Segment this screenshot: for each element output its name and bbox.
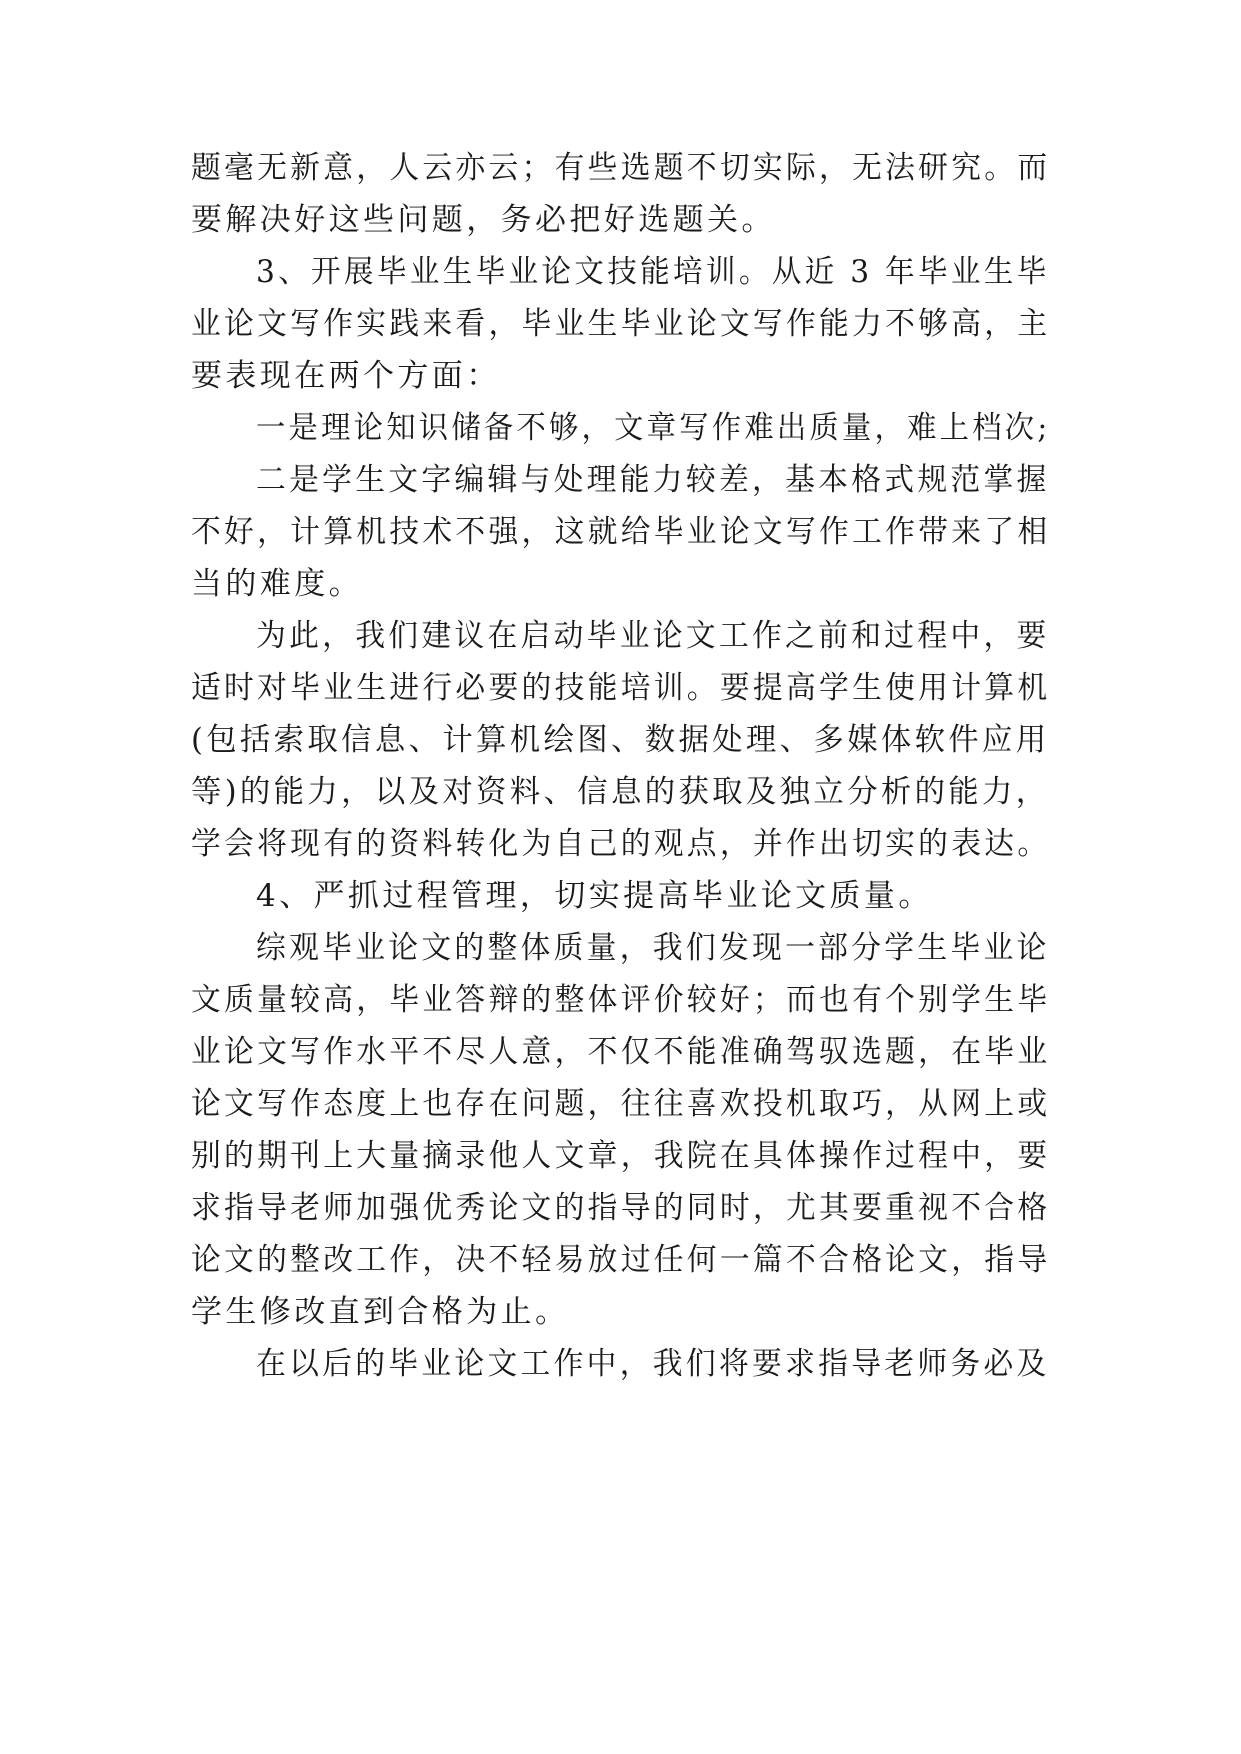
text-line: 文质量较高，毕业答辩的整体评价较好；而也有个别学生毕 bbox=[191, 982, 1051, 1018]
text-line: 不好，计算机技术不强，这就给毕业论文写作工作带来了相 bbox=[191, 514, 1051, 550]
text-line: 二是学生文字编辑与处理能力较差，基本格式规范掌握 bbox=[256, 462, 1050, 498]
text-line: 求指导老师加强优秀论文的指导的同时，尤其要重视不合格 bbox=[191, 1190, 1051, 1226]
text-line: 4、严抓过程管理，切实提高毕业论文质量。 bbox=[256, 878, 933, 914]
text-line: 3、开展毕业生毕业论文技能培训。从近 3 年毕业生毕 bbox=[256, 254, 1050, 290]
text-line: 在以后的毕业论文工作中，我们将要求指导老师务必及 bbox=[256, 1346, 1050, 1382]
text-line: 综观毕业论文的整体质量，我们发现一部分学生毕业论 bbox=[256, 930, 1050, 966]
text-line: 要表现在两个方面： bbox=[191, 358, 501, 394]
text-line: 业论文写作实践来看，毕业生毕业论文写作能力不够高，主 bbox=[191, 306, 1051, 342]
text-line: 别的期刊上大量摘录他人文章，我院在具体操作过程中，要 bbox=[191, 1138, 1051, 1174]
text-line: 论文写作态度上也存在问题，往往喜欢投机取巧，从网上或 bbox=[191, 1086, 1051, 1122]
text-line: 学生修改直到合格为止。 bbox=[191, 1294, 570, 1330]
text-line: 一是理论知识储备不够，文章写作难出质量，难上档次; bbox=[256, 410, 1051, 446]
text-line: (包括索取信息、计算机绘图、数据处理、多媒体软件应用 bbox=[191, 722, 1050, 758]
text-line: 等)的能力，以及对资料、信息的获取及独立分析的能力， bbox=[191, 774, 1050, 810]
text-line: 当的难度。 bbox=[191, 566, 363, 602]
text-line: 论文的整改工作，决不轻易放过任何一篇不合格论文，指导 bbox=[191, 1242, 1051, 1278]
text-line: 学会将现有的资料转化为自己的观点，并作出切实的表达。 bbox=[191, 826, 1051, 862]
text-line: 业论文写作水平不尽人意，不仅不能准确驾驭选题，在毕业 bbox=[191, 1034, 1051, 1070]
text-line: 题毫无新意，人云亦云；有些选题不切实际，无法研究。而 bbox=[191, 150, 1051, 186]
text-line: 为此，我们建议在启动毕业论文工作之前和过程中，要 bbox=[256, 618, 1050, 654]
text-line: 要解决好这些问题，务必把好选题关。 bbox=[191, 202, 776, 238]
text-line: 适时对毕业生进行必要的技能培训。要提高学生使用计算机 bbox=[191, 670, 1051, 706]
